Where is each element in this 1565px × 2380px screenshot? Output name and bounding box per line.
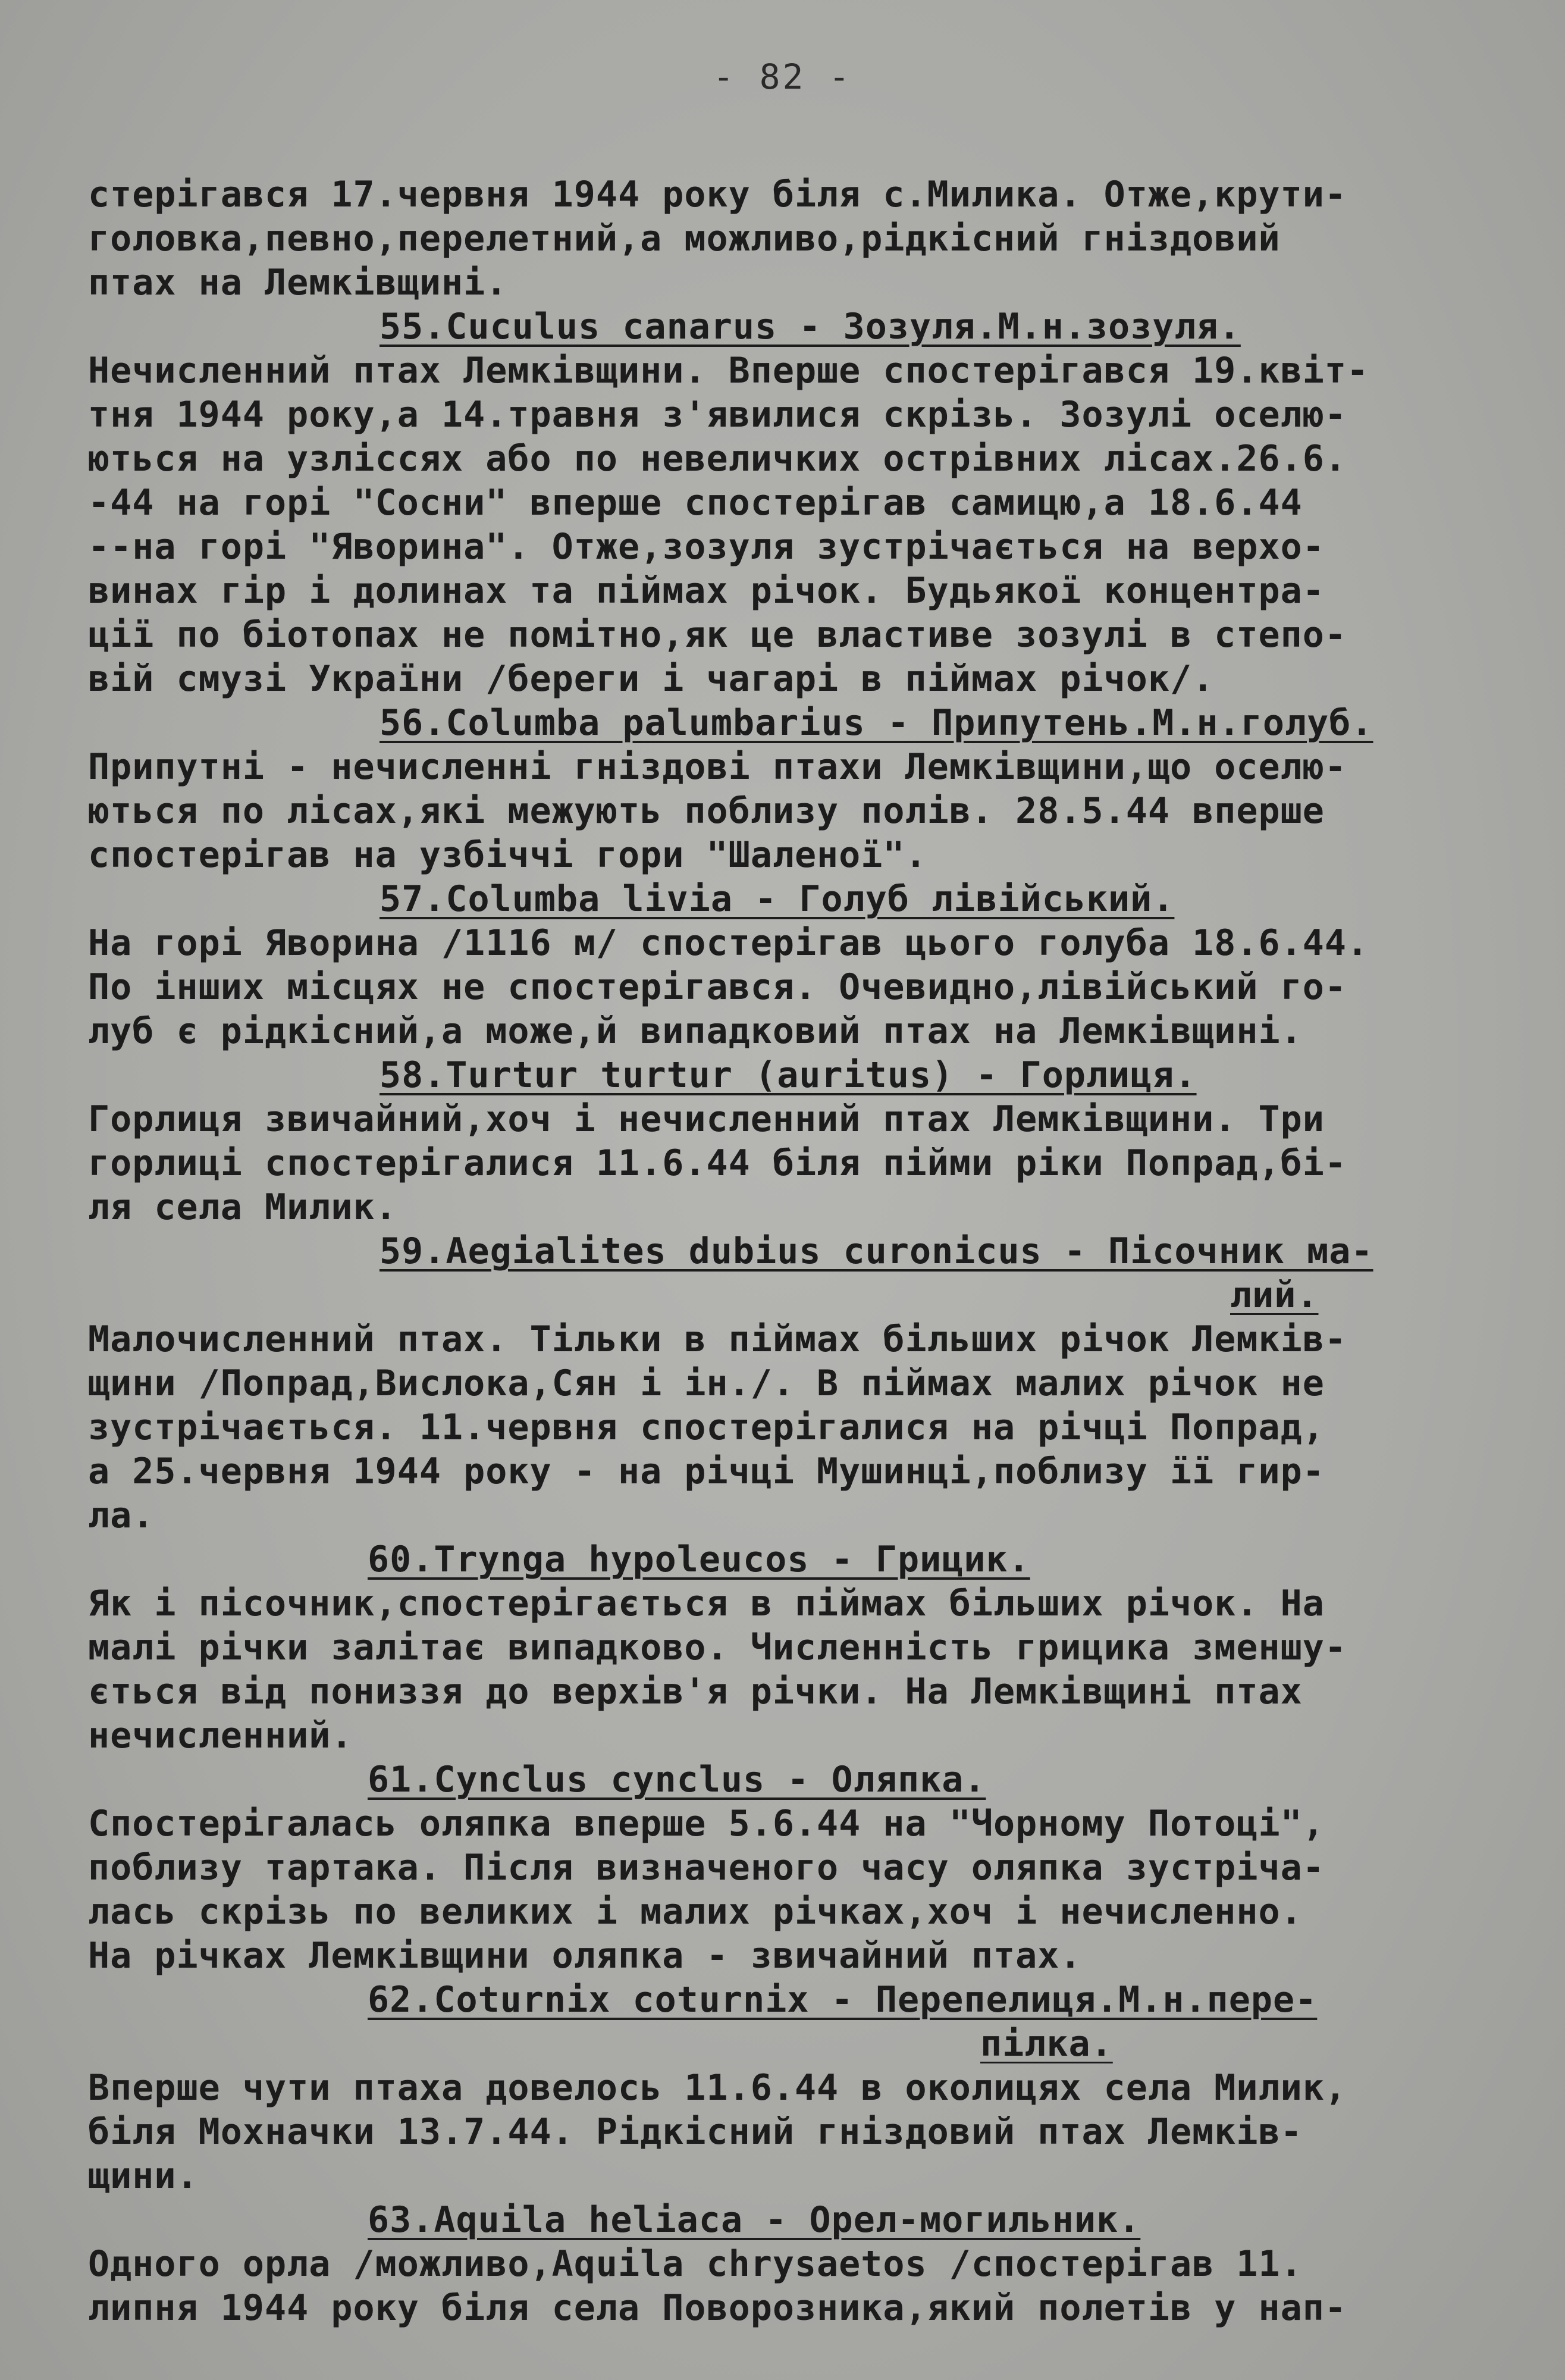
text-line: вій смузі України /береги і чагарі в піймах річок/. — [88, 658, 1215, 700]
text-line: Припутні - нечисленні гніздові птахи Лемківщини,що оселю- — [88, 746, 1347, 788]
document-body — [88, 173, 1456, 2330]
text-line: Одного орла /можливо,Aquila chrysaetos /спостерігав 11. — [88, 2243, 1303, 2285]
text-line: луб є рідкісний,а може,й випадковий птах на Лемківщині. — [88, 1010, 1303, 1052]
text-line: Спостерігалась оляпка вперше 5.6.44 на "Чорному Потоці", — [88, 1803, 1325, 1844]
text-line: а 25.червня 1944 року - на річці Мушинці,поблизу її гир- — [88, 1451, 1325, 1492]
species-heading-continuation: пілка. — [980, 2023, 1113, 2065]
species-heading: 62.Coturnix coturnix - Перепелиця.М.н.пере- — [368, 1979, 1318, 2021]
text-line: ються по лісах,які межують поблизу полів. 28.5.44 вперше — [88, 790, 1325, 832]
text-line: ється від пониззя до верхів'я річки. На Лемківщині птах — [88, 1671, 1303, 1712]
species-heading: 56.Columba palumbarius - Припутень.М.н.голуб. — [380, 702, 1373, 744]
text-line: Нечисленний птах Лемківщини. Вперше спостерігався 19.квіт- — [88, 350, 1369, 392]
text-line: -44 на горі "Сосни" вперше спостерігав самицю,а 18.6.44 — [88, 482, 1303, 524]
text-line: ла. — [88, 1495, 155, 1536]
text-line: ються на узліссях або по невеличких острівних лісах.26.6. — [88, 438, 1347, 480]
species-heading: 60.Trynga hypoleucos - Грицик. — [368, 1539, 1030, 1580]
text-line: горлиці спостерігалися 11.6.44 біля пійми ріки Попрад,бі- — [88, 1142, 1347, 1184]
text-line: нечисленний. — [88, 1715, 353, 1756]
text-line: Вперше чути птаха довелось 11.6.44 в околицях села Милик, — [88, 2067, 1347, 2109]
text-line: Горлиця звичайний,хоч і нечисленний птах Лемківщини. Три — [88, 1098, 1325, 1140]
text-line: ля села Милик. — [88, 1186, 397, 1228]
text-line: поблизу тартака. Після визначеного часу оляпка зустріча- — [88, 1847, 1325, 1889]
text-line: біля Мохначки 13.7.44. Рідкісний гніздовий птах Лемків- — [88, 2111, 1303, 2153]
text-line: На річках Лемківщини оляпка - звичайний птах. — [88, 1935, 1082, 1977]
text-line: щини. — [88, 2155, 199, 2197]
species-heading: 57.Columba livia - Голуб лівійський. — [380, 878, 1175, 920]
species-heading: 59.Aegialites dubius curonicus - Пісочник ма- — [380, 1230, 1373, 1272]
text-line: птах на Лемківщині. — [88, 262, 508, 303]
text-line: лась скрізь по великих і малих річках,хоч і нечисленно. — [88, 1891, 1303, 1933]
text-line: стерігався 17.червня 1944 року біля с.Милика. Отже,крути- — [88, 174, 1347, 215]
text-line: головка,певно,перелетний,а можливо,рідкісний гніздовий — [88, 218, 1281, 259]
text-line: Малочисленний птах. Тільки в піймах більших річок Лемків- — [88, 1319, 1347, 1360]
text-line: На горі Яворина /1116 м/ спостерігав цього голуба 18.6.44. — [88, 922, 1369, 964]
species-heading: 58.Turtur turtur (auritus) - Горлиця. — [380, 1054, 1197, 1096]
species-heading: 61.Cynclus cynclus - Оляпка. — [368, 1759, 986, 1800]
text-line: винах гір і долинах та піймах річок. Будьякої концентра- — [88, 570, 1325, 612]
text-line: Як і пісочник,спостерігається в піймах більших річок. На — [88, 1583, 1325, 1624]
text-line: ції по біотопах не помітно,як це властиве зозулі в степо- — [88, 614, 1347, 656]
text-line: малі річки залітає випадково. Численність грицика зменшу- — [88, 1627, 1347, 1668]
page-number: - 82 - — [713, 57, 852, 97]
text-line: зустрічається. 11.червня спостерігалися на річці Попрад, — [88, 1407, 1325, 1448]
text-line: По інших місцях не спостерігався. Очевидно,лівійський го- — [88, 966, 1347, 1008]
text-line: спостерігав на узбіччі гори "Шаленої". — [88, 834, 927, 876]
species-heading-continuation: лий. — [1230, 1274, 1319, 1316]
text-line: --на горі "Яворина". Отже,зозуля зустрічається на верхо- — [88, 526, 1325, 568]
text-line: липня 1944 року біля села Поворозника,який полетів у нап- — [88, 2287, 1347, 2329]
species-heading: 55.Cuculus canarus - Зозуля.М.н.зозуля. — [380, 306, 1241, 347]
species-heading: 63.Aquila heliaca - Орел-могильник. — [368, 2199, 1141, 2241]
text-line: тня 1944 року,а 14.травня з'явилися скрізь. Зозулі оселю- — [88, 394, 1347, 436]
text-line: щини /Попрад,Вислока,Сян і ін./. В піймах малих річок не — [88, 1363, 1325, 1404]
